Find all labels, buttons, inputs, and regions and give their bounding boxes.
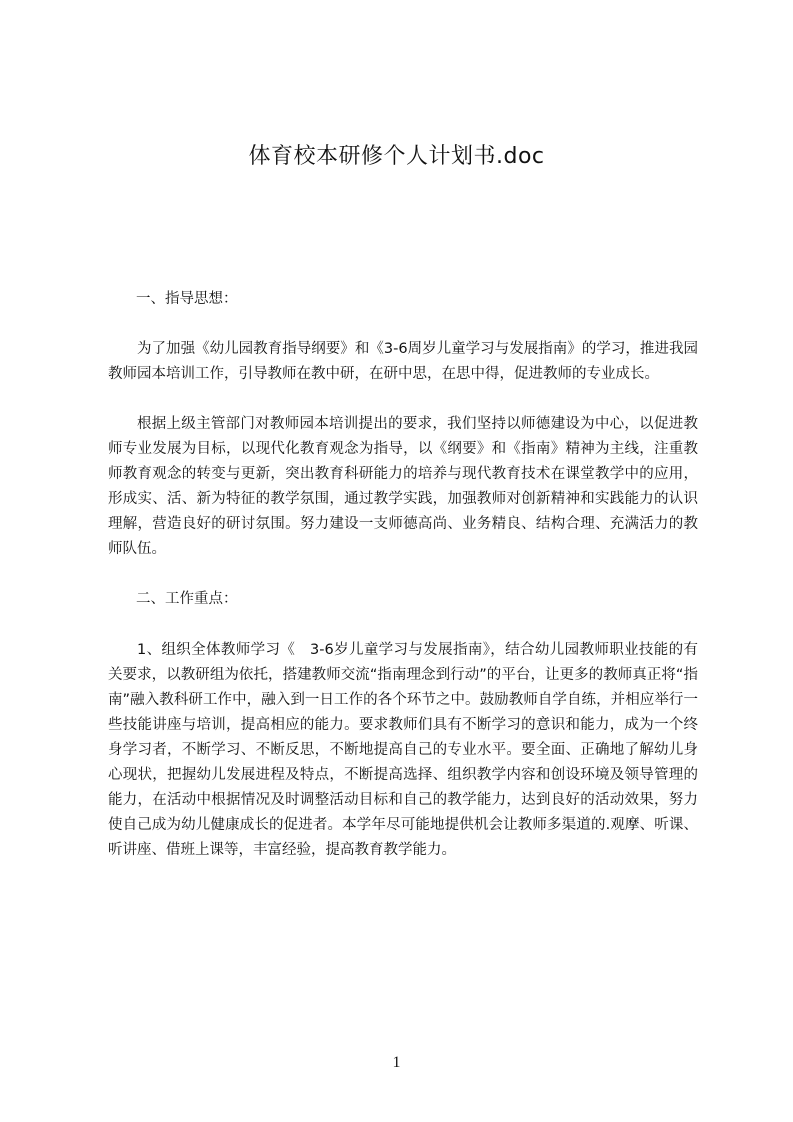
paragraph-guiding-2: 根据上级主管部门对教师园本培训提出的要求，我们坚持以师德建设为中心，以促进教师专业发展为目标，以现代化教育观念为指导，以《纲要》和《指南》精神为主线，注重教师教育观念的转变与更新，突出教育科研能力的培养与现代教育技术在课堂教学中的应用，形成实、活、新为特征的教学氛围，通过教学实践，加强教师对创新精神和实践能力的认识理解，营造良好的研讨氛围。努力建设一支师德高尚、业务精良、结构合理、充满活力的教师队伍。 (108, 416, 698, 557)
page-number: 1 (392, 1054, 401, 1071)
paragraph-work-focus-1: 1、组织全体教师学习《 3-6岁儿童学习与发展指南》，结合幼儿园教师职业技能的有关要求，以教研组为依托，搭建教师交流“指南理念到行动”的平台，让更多的教师真正将“指南”融入教科研工作中，融入到一日工作的各个环节之中。鼓励教师自学自练，并相应举行一些技能讲座与培训，提高相应的能力。要求教师们具有不断学习的意识和能力，成为一个终身学习者，不断学习、不断反思，不断地提高自己的专业水平。要全面、正确地了解幼儿身心现状，把握幼儿发展进程及特点，不断提高选择、组织教学内容和创设环境及领导管理的能力，在活动中根据情况及时调整活动目标和自己的教学能力，达到良好的活动效果，努力使自己成为幼儿健康成长的促进者。本学年尽可能地提供机会让教师多渠道的.观摩、听课、听讲座、借班上课等，丰富经验，提高教育教学能力。 (108, 642, 698, 858)
spacer (108, 612, 698, 638)
section-heading-guiding-ideology: 一、指导思想： (136, 291, 238, 307)
spacer (108, 387, 698, 412)
document-body (108, 287, 698, 863)
spacer (108, 312, 698, 337)
document-title: 体育校本研修个人计划书.doc (248, 144, 545, 169)
spacer (108, 562, 698, 587)
paragraph-guiding-1: 为了加强《幼儿园教育指导纲要》和《3-6周岁儿童学习与发展指南》的学习，推进我园教师园本培训工作，引导教师在教中研，在研中思，在思中得，促进教师的专业成长。 (108, 341, 698, 382)
section-heading-work-focus: 二、工作重点： (136, 591, 238, 607)
